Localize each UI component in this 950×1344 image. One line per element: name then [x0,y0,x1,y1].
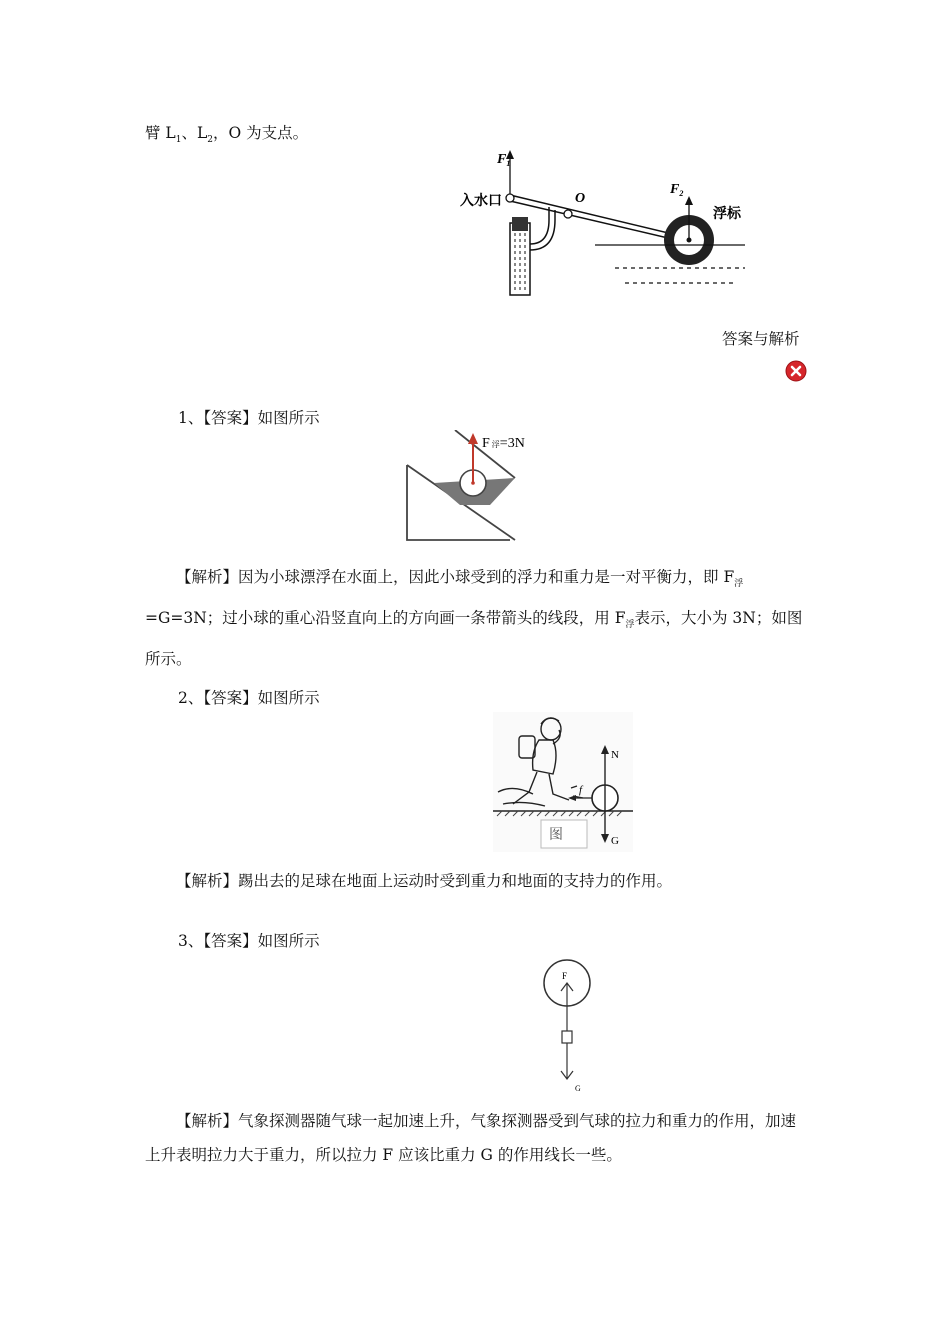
analysis-1-sub2: 浮 [625,620,635,631]
float-label: 浮标 [713,207,741,222]
lever-float-figure [455,145,755,300]
analysis-1-part3: 表示，大小为 3N；如图所示。 [145,609,803,669]
balloon-figure [535,955,605,1095]
f2-label: $F_2$ [670,182,684,198]
intro-mid: 、L [181,124,208,142]
analysis-1-lead: 【解析】 [176,568,239,586]
close-icon[interactable] [785,360,807,382]
l2-subscript: 2 [207,135,213,146]
answer-2-line: 2、【答案】如图所示 [178,689,320,707]
intro-line [145,123,308,150]
f1-label: $F_1$ [497,152,511,168]
intro-suffix: ，O 为支点。 [213,124,309,142]
inlet-label: 入水口 [460,194,502,209]
buoyancy-label: F浮=3N [482,436,525,451]
analysis-1-sub1: 浮 [734,579,744,590]
gravity-label: G [611,835,619,847]
detector-box [562,1031,572,1043]
l1-subscript: 1 [175,135,182,146]
analysis-3 [145,1104,810,1172]
figure-caption-box [541,820,587,848]
normal-force-label: N [611,749,619,761]
float-center [687,238,692,243]
analysis-2 [145,864,810,898]
buoyancy-figure [400,430,540,545]
analysis-3-text: 气象探测器随气球一起加速上升，气象探测器受到气球的拉力和重力的作用，加速上升表明拉力大于重力，所以拉力 F 应该比重力 G 的作用线长一些。 [145,1112,797,1164]
answer-1-line: 1、【答案】如图所示 [178,409,320,427]
f2-arrowhead [685,196,693,205]
pivot-label: O [575,191,586,206]
analysis-3-lead: 【解析】 [176,1112,239,1130]
analysis-2-text: 踢出去的足球在地面上运动时受到重力和地面的支持力的作用。 [238,872,673,890]
friction-label: f [579,784,583,796]
analysis-2-lead: 【解析】 [176,872,239,890]
intro-prefix: 臂 L [145,124,176,142]
pivot-point [564,210,572,218]
pull-force-label: F [562,971,568,981]
lever-end-hinge [506,194,514,202]
inlet-valve [512,217,528,231]
lever-bar-bottom [510,201,685,242]
ball-center [471,481,475,485]
f1-arrowhead [506,150,514,159]
answer-analysis-toggle[interactable]: 答案与解析 [722,330,800,348]
analysis-1-part2: =G=3N；过小球的重心沿竖直向上的方向画一条带箭头的线段，用 F [145,609,626,628]
analysis-1 [145,560,810,676]
football-figure [493,712,633,852]
gravity-label-3: G [575,1084,581,1093]
answer-3-line: 3、【答案】如图所示 [178,932,320,950]
buoyancy-arrowhead [468,433,478,444]
lever-bar-top [510,195,685,237]
support-pipe-inner [530,207,549,244]
figure-caption: 图 [549,828,563,843]
analysis-1-part1: 因为小球漂浮在水面上，因此小球受到的浮力和重力是一对平衡力，即 F [238,568,735,586]
